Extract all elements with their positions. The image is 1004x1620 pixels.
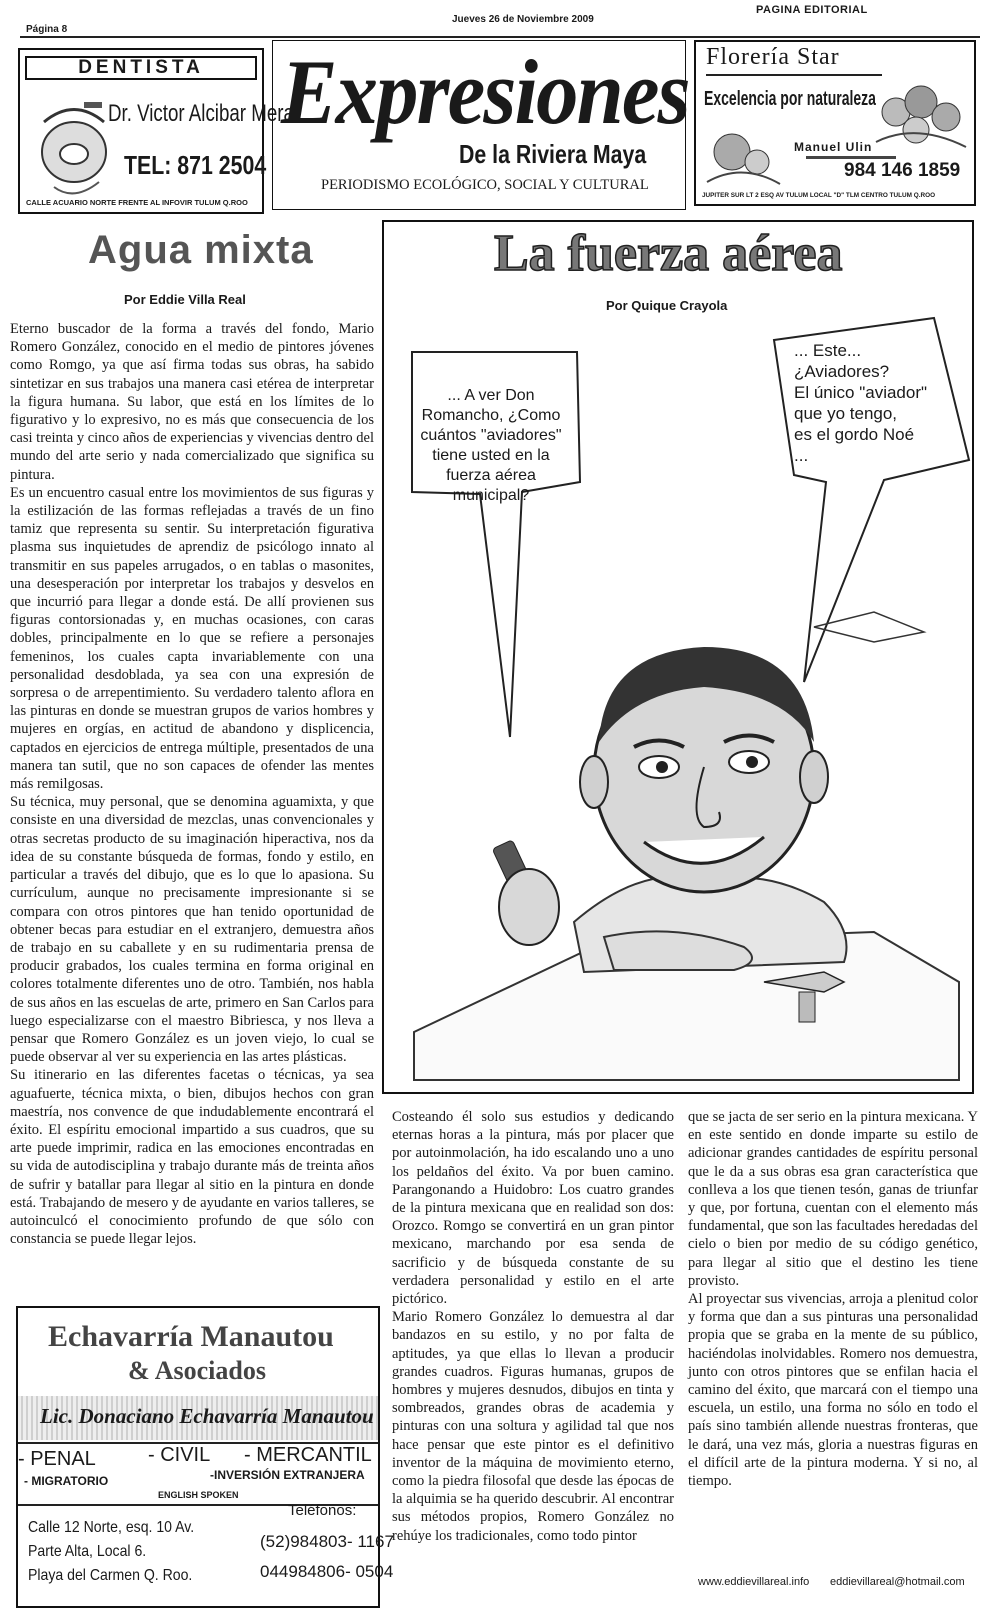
dentist-address: CALLE ACUARIO NORTE FRENTE AL INFOVIR TULUM Q.ROO: [26, 198, 248, 207]
section-label: PAGINA EDITORIAL: [756, 4, 868, 16]
bubble-right-line: ¿Aviadores?: [794, 362, 890, 381]
speech-bubble-left: ... A ver Don Romancho, ¿Como cuántos "aviadores" tiene usted en la fuerza aérea municipal?: [420, 387, 562, 504]
law-area-inversion: -INVERSIÓN EXTRANJERA: [210, 1468, 365, 1482]
lawyers-ad: [16, 1306, 394, 1608]
law-area-penal: - PENAL: [18, 1448, 96, 1470]
article-paragraph: que se jacta de ser serio en la pintura mexicana. Y en este sentido en donde imparte su estilo de adicionar grandes cantidades de espíritu personal que le da a sus obras esa gran característica que conlleva a los que tienen tesón, ganas de triunfar y que, por fortuna, cuentan con el elemento más fundamental, que son las facultades heredadas del cielo o bien por medio de su código genético, para llegar al sitio que el destino les tiene provisto.: [688, 1109, 978, 1289]
article-paragraph: Su itinerario en las diferentes facetas o técnicas, ya sea aguafuerte, técnica mixta, o bien, dibujos hechos con gran maestría, nos convence de que indudablemente encontrará el éxito. El espíritu emocional impartido a sus cuadros, que su arte puede imprimir, radica en las emociones encontradas en su vida de autodisciplina y trabajo durante más de treinta años de sufrir y batallar para llegar al sitio en la pintura en donde está. Trabajando de mesero y de ayudante en varios talleres, se autoinculcó el conocimiento profundo de que sólo con constancia se puede llegar lejos.: [10, 1067, 374, 1248]
article-paragraph: Mario Romero González lo demuestra al dar bandazos en su estilo, y no por falta de aptitudes, ya que ellas lo llevan a producir grandes cuadros. Figuras humanas, grupos de hombres y mujeres desnudos, dibujos en tinta y sombreados, grandes obras de academia y pinturas con una soltura y agilidad tal que nos hace pensar que este pintor es el definitivo inventor de la máquina de movimiento eterno, como la piedra filosofal que desde las épocas de la alquimia se ha querido descubrir. Al encontrar sus métodos propios, Romero González no rehúye los tradicionales, como todo pintor: [392, 1309, 674, 1544]
lawyers-title-line2: & Asociados: [128, 1356, 266, 1385]
article-column-2: [392, 1108, 674, 1545]
author-email[interactable]: eddievillareal@hotmail.com: [830, 1576, 965, 1588]
masthead: [272, 40, 689, 210]
floreria-owner: Manuel Ulin: [794, 140, 873, 154]
dentist-phone: TEL: 871 2504: [124, 150, 267, 180]
floreria-address: JUPITER SUR LT 2 ESQ AV TULUM LOCAL "D" TLM CENTRO TULUM Q.ROO: [702, 192, 936, 199]
article-column-3: [688, 1108, 978, 1490]
caricature-illustration: [404, 602, 964, 1082]
lawyers-phones-label: Teléfonos:: [288, 1502, 357, 1519]
floreria-rule: [706, 74, 882, 76]
bubble-right-line: ...: [794, 446, 809, 465]
article-paragraph: Al proyectar sus vivencias, arroja a plenitud color y forma que dan a sus pinturas una personalidad propia que se graba en la mente de su público, haciéndolas inolvidables. Romero nos demuestra, junto con otros pintores que se enfilan hacia el camino del éxito, que marcará con el tiempo una escuela, un estilo, una forma no sólo en todo el país sino también allende nuestras fronteras, que le dará, una vez más, gloria a nuestras figuras en el difícil arte de la pintura moderna. Y si no, al tiempo.: [688, 1291, 978, 1490]
lawyers-title-line1: Echavarría Manautou: [48, 1320, 334, 1353]
address-line: Parte Alta, Local 6.: [28, 1543, 147, 1560]
cartoon-title: La fuerza aérea: [494, 225, 843, 282]
law-area-civil: - CIVIL: [148, 1444, 211, 1466]
masthead-subtitle: De la Riviera Maya: [459, 139, 647, 169]
floreria-email-scribble: [806, 156, 896, 159]
address-line: Calle 12 Norte, esq. 10 Av.: [28, 1519, 195, 1536]
lawyers-english: ENGLISH SPOKEN: [158, 1490, 239, 1500]
masthead-title: Expresiones: [281, 41, 689, 143]
floreria-ad: [694, 40, 976, 206]
bubble-right-line: es el gordo Noé: [794, 425, 915, 444]
masthead-tagline: PERIODISMO ECOLÓGICO, SOCIAL Y CULTURAL: [321, 177, 649, 193]
lawyers-phone-1: (52)984803- 1167: [260, 1532, 394, 1551]
flower-bouquet-illustration: [866, 72, 974, 162]
article-byline: Por Eddie Villa Real: [124, 292, 246, 307]
author-website[interactable]: www.eddievillareal.info: [698, 1576, 810, 1588]
lawyers-address: [28, 1516, 194, 1588]
bubble-right-line: El único "aviador": [794, 383, 928, 402]
article-paragraph: Es un encuentro casual entre los movimientos de sus figuras y la estilización de las formas reflejadas a través de un fino tamiz que representa su sentir. Su interpretación figurativa plasma sus inquietudes de aprendiz de psicólogo innato al transmitir en sus papeles arrugados, o en tablas o masonites, una desesperación por interpretar los trabajos y desvelos en que incurrió para llegar a donde está. De allí provienen sus figuras contorsionadas y, en muchas ocasiones, con caras dobles, principalmente en lo que se refiere a personajes femeninos, los cuales capta invariablemente con una personalidad desdoblada, ya sea con una expresión de sorpresa o de arrepentimiento. Su verdadero talento aflora en las pinturas en donde se muestran grupos de varios hombres y mujeres en orgías, en actitud de abandono y displicencia, captados en ejercicios de entrega múltiple, presentados de una manera tan sutil, que no son capaces de ofender las mentes más remilgosas.: [10, 484, 374, 793]
article-paragraph: Su técnica, muy personal, que se denomina aguamixta, y que consiste en una diversidad de mezclas, unas convencionales y otras secretas producto de su imaginación hiperactiva, nos da idea de su constante búsqueda de formas, fondo y estilo, en particular a través del dibujo, que es lo que lo apasiona. Su currículum, aunque no precisamente impresionante si se compara con otros pintores que han tenido oportunidad de obtener becas para estudiar en el extranjero, demuestra años de trabajo en su caballete y en su rudimentaria prensa de producir grabados, los cuales termina en forma original en colores totalmente diferentes uno de otro. También, nos habla de sus años en las escuelas de arte, primero en San Carlos para luego especializarse con el maestro Bibriesca, y nos lleva a pensar que Romero González es un joven viejo, lo cual se puede observar al ver su experiencia en las artes plásticas.: [10, 794, 374, 1066]
dentist-name: Dr. Victor Alcibar Mera: [108, 100, 294, 127]
dentist-ad: [18, 48, 294, 214]
header-rule: [20, 36, 980, 38]
floreria-tagline: Excelencia por naturaleza: [704, 88, 876, 110]
floreria-title: Florería Star: [706, 44, 840, 70]
article-title: Agua mixta: [88, 228, 314, 272]
address-line: Playa del Carmen Q. Roo.: [28, 1567, 193, 1584]
flower-left-illustration: [702, 122, 782, 192]
cartoon-byline: Por Quique Crayola: [606, 298, 728, 313]
floreria-phone: 984 146 1859: [844, 160, 961, 181]
bubble-right-line: ... Este...: [794, 341, 862, 360]
dentist-title: DENTISTA: [25, 56, 257, 80]
issue-date: Jueves 26 de Noviembre 2009: [452, 14, 594, 25]
law-area-mercantil: - MERCANTIL: [244, 1444, 372, 1466]
law-area-migratorio: - MIGRATORIO: [24, 1474, 109, 1488]
article-column-1: [10, 320, 374, 1248]
cartoon-panel: [382, 220, 974, 1094]
dentist-illustration: [24, 82, 114, 202]
page-number: Página 8: [26, 24, 68, 35]
lawyers-signature: Lic. Donaciano Echavarría Manautou: [40, 1404, 374, 1428]
speech-bubble-right: [794, 340, 944, 466]
article-paragraph: Eterno buscador de la forma a través del fondo, Mario Romero González, conocido en el medio de pintores jóvenes como Romgo, ya que así firma todas sus obras, ha sabido sintetizar en sus trabajos una manera casi etérea de interpretar la figura humana. Su labor, que está en los límites de lo figurativo y lo expresivo, no es más que consecuencia de los casi treinta y cinco años de experiencias y vivencias dentro del mundo del arte serio y nada comercializado que significa su pintura.: [10, 321, 374, 483]
bubble-right-line: que yo tengo,: [794, 404, 898, 423]
lawyers-phone-2: 044984806- 0504: [260, 1562, 394, 1581]
article-paragraph: Costeando él solo sus estudios y dedicando eternas horas a la pintura, más por placer que por autoinmolación, ha ido escalando uno a uno los peldaños del éxito. Va por buen camino. Parangonando a Huidobro: Los cuatro grandes de la pintura mexicana que en realidad son dos: Orozco. Romgo se convertirá en un gran pintor mexicano, marchando por esa senda de sacrificio y de búsqueda constante de su verdadera personalidad y estilo en el arte pictórico.: [392, 1109, 674, 1308]
